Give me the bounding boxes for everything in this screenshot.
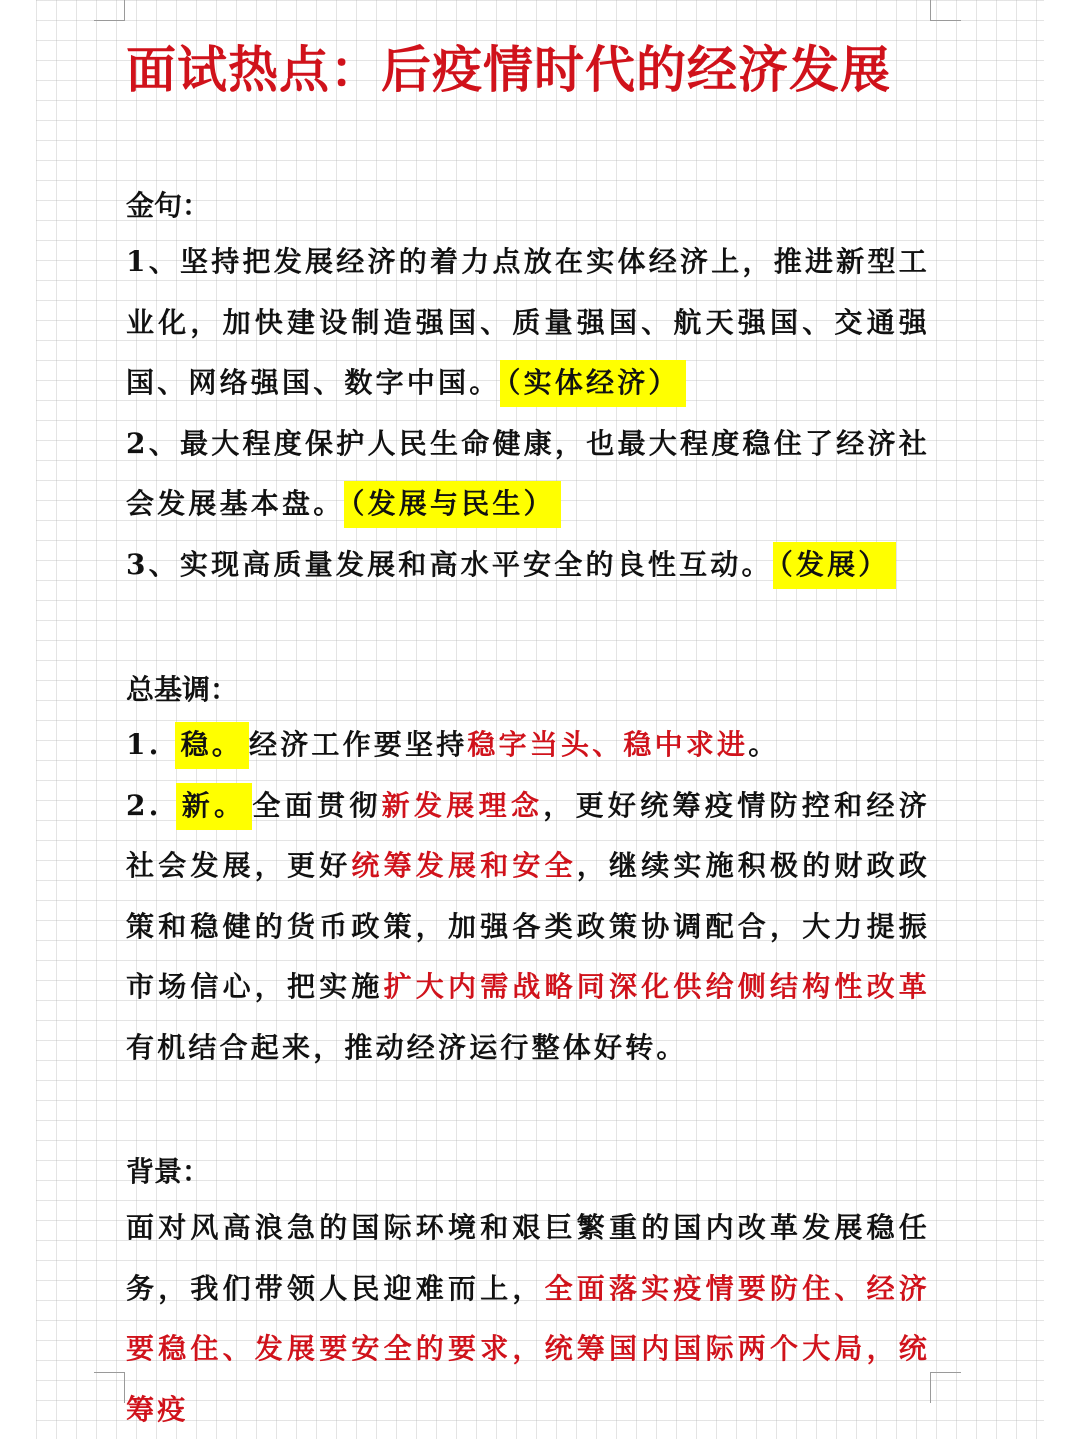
crop-mark-top-right	[930, 0, 961, 21]
keynote-1-number: 1.	[126, 728, 175, 761]
page-margin-right	[1044, 0, 1080, 1439]
golden-sentence-1-text: 1、坚持把发展经济的着力点放在实体经济上，推进新型工业化，加快建设制造强国、质量强国、航天强国、交通强国、网络强国、数字中国。	[126, 245, 930, 399]
keynote-1-end: 。	[748, 728, 780, 761]
keynote-heading: 总基调：	[126, 673, 239, 706]
keynote-2-emphasis-c: 扩大内需战略同深化供给侧结构性改革	[383, 970, 931, 1003]
background-text: 面对风高浪急的国际环境和艰巨繁重的国内改革发展稳任务，我们带领人民迎难而上，	[126, 1211, 930, 1305]
keynote-2-text-a: 全面贯彻	[252, 788, 382, 822]
golden-sentence-1-tag: （实体经济）	[500, 360, 685, 407]
page-margin-left	[0, 0, 36, 1439]
golden-sentences-list	[126, 232, 930, 595]
keynote-2-number: 2.	[126, 788, 176, 822]
keynote-1-key: 稳。	[175, 722, 249, 769]
golden-sentence-2-text: 2、最大程度保护人民生命健康，也最大程度稳住了经济社会发展基本盘。	[126, 426, 930, 520]
keynote-2-emphasis-b: 统筹发展和安全	[351, 849, 577, 882]
page-title: 面试热点：后疫情时代的经济发展	[126, 40, 891, 99]
golden-sentences-heading: 金句：	[126, 189, 211, 222]
crop-mark-top-left	[94, 0, 125, 21]
crop-mark-bottom-right	[930, 1372, 961, 1403]
keynote-1-text: 经济工作要坚持	[249, 728, 468, 761]
golden-sentence-2	[126, 414, 930, 535]
golden-sentence-3	[126, 535, 930, 596]
keynote-2-text-d: 有机结合起来，推动经济运行整体好转。	[126, 1030, 688, 1064]
keynote-2-text-b: ，更好统筹疫情防控和经济社会发展，更好	[126, 788, 930, 882]
keynote-1-emphasis: 稳字当头、稳中求进	[467, 728, 749, 761]
golden-sentence-2-tag: （发展与民生）	[344, 481, 560, 528]
keynote-2-key: 新。	[176, 783, 253, 830]
golden-sentence-1	[126, 232, 930, 414]
keynote-2-emphasis-a: 新发展理念	[381, 788, 544, 822]
golden-sentence-3-text: 3、实现高质量发展和高水平安全的良性互动。	[126, 547, 773, 581]
background-emphasis: 全面落实疫情要防住、经济要稳住、发展要安全的要求，统筹国内国际两个大局，统筹疫	[126, 1271, 930, 1426]
golden-sentence-3-tag: （发展）	[773, 542, 896, 589]
keynote-2-text-c: ，继续实施积极的财政政策和稳健的货币政策，加强各类政策协调配合，大力提振市场信心，把实施	[126, 849, 931, 1003]
background-paragraph	[126, 1198, 930, 1439]
background-heading: 背景：	[126, 1155, 211, 1188]
background-section	[126, 1198, 930, 1439]
keynote-item-2	[126, 776, 930, 1079]
crop-mark-bottom-left	[94, 1372, 125, 1403]
keynote-item-1	[126, 715, 930, 776]
keynote-list	[126, 715, 930, 1078]
